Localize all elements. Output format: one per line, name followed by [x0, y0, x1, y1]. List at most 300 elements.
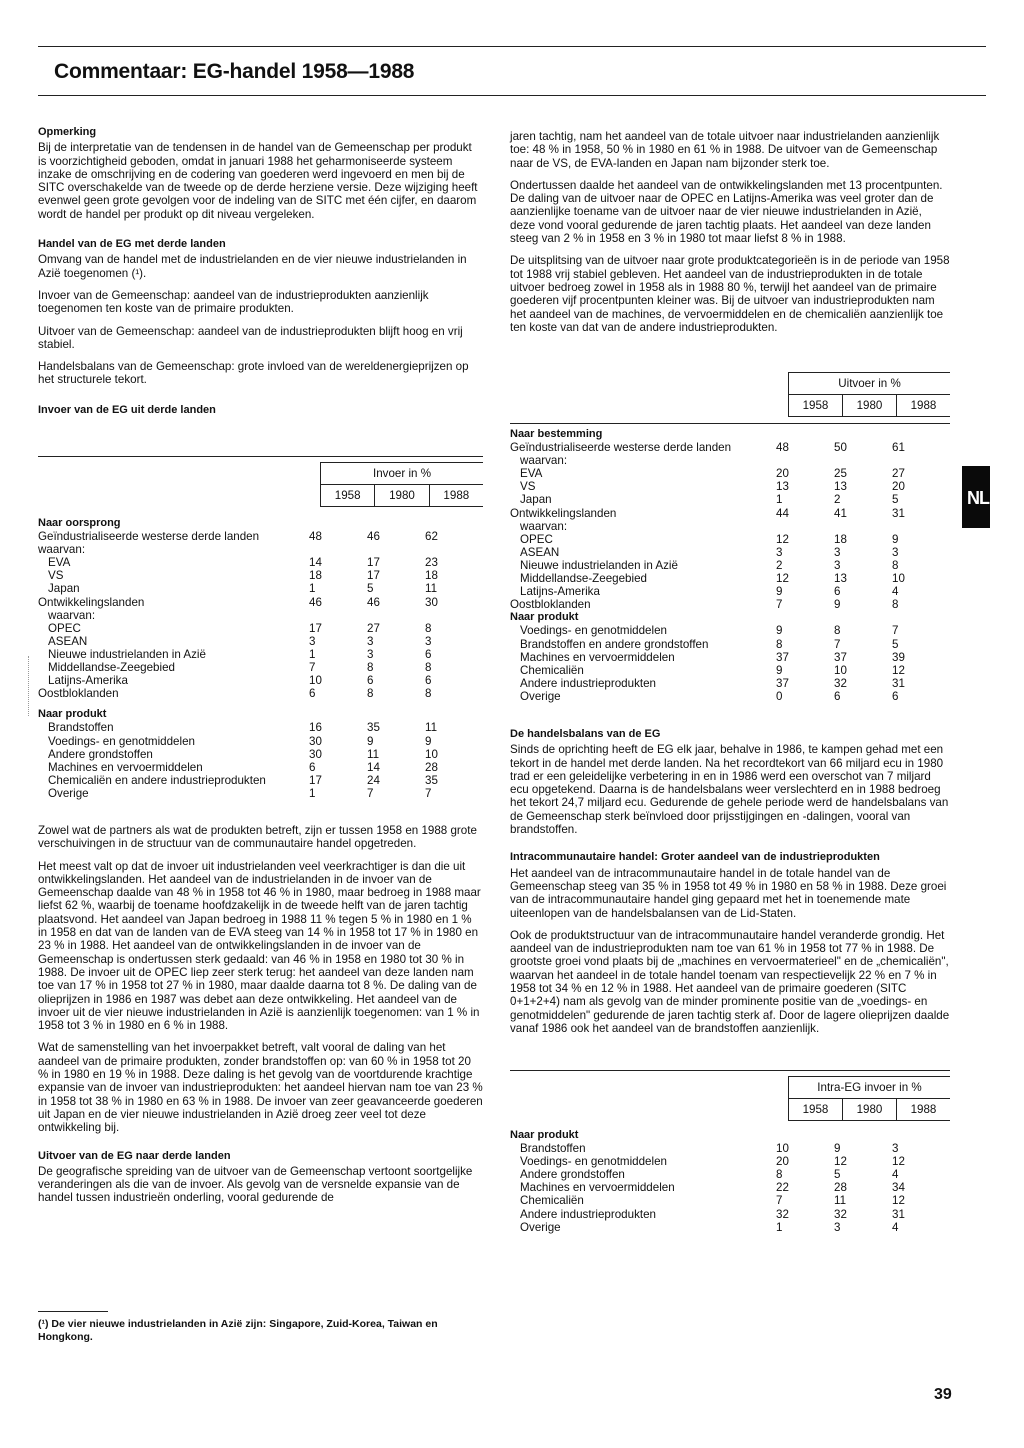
row-value: 7 — [776, 598, 783, 612]
intra-heading: Intracommunautaire handel: Groter aandeel van de industrieprodukten — [510, 851, 880, 864]
row-value: 37 — [776, 650, 789, 664]
note-text: Bij de interpretatie van de tendensen in de handel van de Gemeenschap per produkt is voorzichtigheid geboden, omdat in januari 1988 het geharmoniseerde systeem inzake de omschrijving en de codering van goederen werd ingevoerd en men bij de SITC overschakelde van de tweede op de derde herziene versie. Deze wijziging heeft evenwel geen grote gevolgen voor de indeling van de SITC met één cijfer, en daarom wordt de handel per produkt op dit niveau vergeleken. — [38, 141, 478, 221]
table-row — [38, 787, 483, 800]
row-value — [834, 611, 892, 624]
row-label: Brandstoffen — [48, 721, 114, 735]
language-tab-marker — [962, 466, 990, 528]
row-value: 44 — [776, 506, 789, 520]
row-value: 9 — [776, 624, 783, 638]
import-table — [38, 456, 483, 800]
row-label: Oostbloklanden — [38, 687, 119, 701]
table-row — [38, 774, 483, 787]
row-value: 9 — [367, 734, 374, 748]
table-row — [510, 520, 950, 533]
table-row — [38, 708, 483, 721]
table-row — [510, 467, 950, 480]
title-rule — [38, 95, 986, 96]
row-label: Naar produkt — [510, 611, 579, 624]
table-row — [510, 1221, 950, 1234]
row-value: 10 — [892, 572, 905, 586]
left-column — [38, 126, 483, 419]
table-row — [38, 569, 483, 582]
row-value — [367, 543, 425, 556]
row-label: Nieuwe industrielanden in Azië — [48, 647, 206, 661]
row-value — [309, 609, 367, 622]
table-row — [510, 1142, 950, 1155]
row-value: 3 — [776, 545, 783, 559]
intra-table-group-label: Intra-EG invoer in % — [788, 1076, 950, 1098]
row-value: 32 — [834, 676, 847, 690]
table-row — [38, 735, 483, 748]
row-value: 9 — [776, 663, 783, 677]
row-label: Japan — [48, 582, 80, 596]
row-label: Ontwikkelingslanden — [38, 595, 145, 609]
row-value — [309, 543, 367, 556]
row-value: 6 — [834, 689, 841, 703]
table-row — [510, 598, 950, 611]
row-label: Middellandse-Zeegebied — [520, 572, 647, 586]
row-value: 2 — [834, 493, 841, 507]
row-value: 3 — [367, 634, 374, 648]
row-value — [367, 708, 425, 721]
row-value: 8 — [834, 624, 841, 638]
row-value — [892, 611, 950, 624]
row-label: Andere industrieprodukten — [520, 676, 656, 690]
row-value: 9 — [776, 585, 783, 599]
row-value: 37 — [776, 676, 789, 690]
row-label: Geïndustrialiseerde westerse derde landen — [510, 441, 732, 455]
table-row — [38, 543, 483, 556]
row-value: 24 — [367, 773, 380, 787]
top-rule — [38, 46, 986, 47]
export-table — [510, 372, 950, 703]
row-label: Overige — [520, 1220, 561, 1234]
row-value — [892, 1129, 950, 1142]
row-value: 46 — [367, 595, 380, 609]
intra-paragraph-1: Het aandeel van de intracommunautaire handel in de totale handel van de Gemeenschap steeg van 35 % in 1958 tot 49 % in 1980 en 58 % in 1988. Deze groei van de intracommunautaire handel ging gepaard met het in toenemende mate uiteenlopen van de handelsbalansen van de Lid-Staten. — [510, 866, 947, 920]
table-row — [38, 530, 483, 543]
row-value: 61 — [892, 441, 905, 455]
table-row — [510, 585, 950, 598]
row-label: Chemicaliën — [520, 663, 584, 677]
row-value: 46 — [367, 530, 380, 544]
table-row — [510, 1155, 950, 1168]
row-label: Latijns-Amerika — [48, 674, 128, 688]
row-label: VS — [48, 569, 64, 583]
row-value: 9 — [834, 1142, 841, 1156]
import-heading: Invoer van de EG uit derde landen — [38, 403, 216, 416]
row-value: 14 — [367, 760, 380, 774]
row-value: 17 — [309, 773, 322, 787]
row-value — [309, 708, 367, 721]
page-title: Commentaar: EG-handel 1958—1988 — [54, 60, 415, 83]
row-value: 31 — [892, 1207, 905, 1221]
row-value — [367, 517, 425, 530]
table-row — [38, 596, 483, 609]
row-value — [776, 611, 834, 624]
row-value: 5 — [892, 637, 899, 651]
row-value — [834, 520, 892, 533]
row-value: 46 — [309, 595, 322, 609]
row-value: 11 — [367, 747, 380, 761]
table-row — [38, 622, 483, 635]
row-label: EVA — [520, 467, 543, 481]
footnote-rule — [38, 1311, 108, 1312]
row-label: Machines en vervoermiddelen — [520, 650, 675, 664]
right-column-middle — [510, 728, 950, 1044]
intra-year-header: 1980 — [842, 1099, 896, 1120]
row-value: 7 — [425, 786, 432, 800]
table-row — [510, 651, 950, 664]
row-value: 12 — [776, 532, 789, 546]
row-value: 1 — [309, 647, 316, 661]
row-value: 6 — [367, 674, 374, 688]
row-value: 2 — [776, 558, 783, 572]
row-value — [892, 454, 950, 467]
row-value: 13 — [776, 480, 789, 494]
row-value: 8 — [425, 621, 432, 635]
row-value: 11 — [425, 582, 438, 596]
row-value: 48 — [776, 441, 789, 455]
row-value: 8 — [892, 558, 899, 572]
row-label: Naar oorsprong — [38, 517, 121, 529]
row-label: Naar produkt — [38, 708, 107, 721]
row-value: 11 — [834, 1194, 847, 1208]
table-row — [38, 609, 483, 622]
row-value: 1 — [776, 493, 783, 507]
row-value: 6 — [309, 760, 316, 774]
row-label: waarvan: — [520, 519, 568, 533]
row-label: OPEC — [520, 532, 553, 546]
row-value: 16 — [309, 721, 322, 735]
row-value — [425, 517, 483, 530]
row-value: 12 — [892, 1194, 905, 1208]
row-value: 7 — [892, 624, 899, 638]
row-value — [425, 708, 483, 721]
import-year-header: 1980 — [374, 485, 428, 506]
export-heading: Uitvoer van de EG naar derde landen — [38, 1149, 231, 1162]
row-value: 41 — [834, 506, 847, 520]
table-row — [38, 635, 483, 648]
row-value: 28 — [425, 760, 438, 774]
import-year-header: 1988 — [429, 485, 483, 506]
row-value: 1 — [309, 786, 316, 800]
row-value: 5 — [834, 1168, 841, 1182]
table-row — [38, 582, 483, 595]
row-label: Overige — [48, 786, 89, 800]
row-label: Naar bestemming — [510, 428, 603, 440]
row-value — [776, 428, 834, 441]
row-value: 8 — [776, 1168, 783, 1182]
row-label: Brandstoffen en andere grondstoffen — [520, 637, 709, 651]
row-value: 18 — [309, 569, 322, 583]
intra-year-header: 1988 — [896, 1099, 950, 1120]
row-value: 3 — [367, 647, 374, 661]
row-value: 6 — [892, 689, 899, 703]
right-column — [510, 130, 950, 343]
table-row — [38, 748, 483, 761]
row-value: 37 — [834, 650, 847, 664]
table-row — [510, 690, 950, 703]
intra-year-header: 1958 — [788, 1099, 842, 1120]
row-value: 1 — [309, 582, 316, 596]
row-value: 25 — [834, 467, 847, 481]
row-label: Latijns-Amerika — [520, 585, 600, 599]
table-row — [510, 1168, 950, 1181]
table-row — [510, 533, 950, 546]
row-label: Overige — [520, 689, 561, 703]
row-value: 12 — [834, 1155, 847, 1169]
row-value: 3 — [892, 545, 899, 559]
row-value: 18 — [834, 532, 847, 546]
row-value: 6 — [425, 647, 432, 661]
table-row — [38, 674, 483, 687]
row-value: 4 — [892, 585, 899, 599]
intra-table — [510, 1070, 950, 1234]
table-row — [510, 611, 950, 624]
row-value: 3 — [834, 1220, 841, 1234]
row-value: 8 — [425, 687, 432, 701]
row-value: 8 — [776, 637, 783, 651]
row-value — [776, 520, 834, 533]
row-value: 7 — [309, 661, 316, 675]
row-value: 12 — [892, 663, 905, 677]
row-label: Andere grondstoffen — [48, 747, 153, 761]
row-value: 23 — [425, 556, 438, 570]
row-value: 10 — [425, 747, 438, 761]
row-value: 4 — [892, 1220, 899, 1234]
row-value: 6 — [425, 674, 432, 688]
row-value: 20 — [892, 480, 905, 494]
row-value: 20 — [776, 467, 789, 481]
row-value: 11 — [425, 721, 438, 735]
balance-heading: De handelsbalans van de EG — [510, 728, 661, 740]
row-label: Chemicaliën en andere industrieprodukten — [48, 773, 266, 787]
row-value: 3 — [892, 1142, 899, 1156]
margin-dots — [28, 656, 29, 716]
row-value: 35 — [367, 721, 380, 735]
row-label: Voedings- en genotmiddelen — [48, 734, 195, 748]
row-value: 5 — [367, 582, 374, 596]
row-value: 12 — [776, 572, 789, 586]
row-value: 30 — [425, 595, 438, 609]
table-row — [38, 517, 483, 530]
row-value — [834, 428, 892, 441]
row-value: 32 — [776, 1207, 789, 1221]
export-paragraph-4: De uitsplitsing van de uitvoer naar grote produktcategorieën is in de periode van 1958 tot 1988 vrij stabiel gebleven. Het aandeel van de industrieprodukten in de totale uitvoer bedroeg zowel in 1958 als in 1988 80 %, terwijl het aandeel van de primaire goederen vijf procentpunten kleiner was. Bij de uitvoer van industrieprodukten nam het aandeel van de machines, de vervoermiddelen en de chemicaliën aanzienlijk toe ten koste van dat van de andere industrieprodukten. — [510, 254, 950, 334]
row-value: 6 — [309, 687, 316, 701]
row-value — [834, 454, 892, 467]
table-row — [510, 428, 950, 441]
row-value: 32 — [834, 1207, 847, 1221]
row-label: VS — [520, 480, 536, 494]
row-value: 13 — [834, 480, 847, 494]
row-value: 14 — [309, 556, 322, 570]
row-label: waarvan: — [520, 454, 568, 468]
table-row — [510, 493, 950, 506]
import-paragraph-3: Wat de samenstelling van het invoerpakket betreft, valt vooral de daling van het aandeel van de primaire produkten, zonder brandstoffen op: van 60 % in 1958 tot 20 % in 1980 en 19 % in 1988. Deze daling is het gevolg van de voortdurende krachtige expansie van de invoer van industrieprodukten: het aandeel hiervan nam toe van 23 % in 1958 tot 38 % in 1980 en 63 % in 1988. De invoer van zeer geavanceerde goederen uit Japan en de vier nieuwe industrielanden in Azië droeg zeer veel tot deze ontwikkeling bij. — [38, 1041, 483, 1135]
row-value: 9 — [892, 532, 899, 546]
import-table-group-label: Invoer in % — [320, 462, 483, 484]
row-value: 62 — [425, 530, 438, 544]
row-label: Middellandse-Zeegebied — [48, 661, 175, 675]
import-paragraph-1: Zowel wat de partners als wat de produkten betreft, zijn er tussen 1958 en 1988 grote verschuivingen in de structuur van de communautaire handel opgetreden. — [38, 824, 477, 851]
row-value: 8 — [367, 687, 374, 701]
row-value: 18 — [425, 569, 438, 583]
row-value: 28 — [834, 1181, 847, 1195]
row-label: Voedings- en genotmiddelen — [520, 624, 667, 638]
row-value: 31 — [892, 506, 905, 520]
table-row — [510, 572, 950, 585]
export-year-header: 1958 — [788, 395, 842, 416]
row-value: 35 — [425, 773, 438, 787]
trade-paragraph-3: Uitvoer van de Gemeenschap: aandeel van de industrieprodukten blijft hoog en vrij stabiel. — [38, 324, 463, 351]
footnote: (¹) De vier nieuwe industrielanden in Azië zijn: Singapore, Zuid-Korea, Taiwan en Hongkong. — [38, 1318, 438, 1343]
table-row — [38, 648, 483, 661]
row-label: Oostbloklanden — [510, 598, 591, 612]
balance-paragraph: Sinds de oprichting heeft de EG elk jaar, behalve in 1986, te kampen gehad met een tekort in de handel met derde landen. Na het recordtekort van 66 miljard ecu in 1980 trad er een geleidelijke verbetering in en in 1986 werd een overschot van 7 miljard ecu opgetekend. Daarna is de handelsbalans weer verslechterd en in 1988 bedroeg het tekort 24,7 miljard ecu. Gedurende de gehele periode werd de handelsbalans van de Gemeenschap sterk beïnvloed door prijsstijgingen en -dalingen, vooral van brandstoffen. — [510, 743, 949, 837]
table-row — [510, 441, 950, 454]
row-value: 10 — [309, 674, 322, 688]
row-value: 17 — [367, 556, 380, 570]
row-value: 17 — [309, 621, 322, 635]
row-label: Brandstoffen — [520, 1142, 586, 1156]
row-label: Machines en vervoermiddelen — [520, 1181, 675, 1195]
trade-paragraph-2: Invoer van de Gemeenschap: aandeel van de industrieprodukten aanzienlijk toegenomen ten koste van de primaire produkten. — [38, 288, 429, 316]
row-label: Geïndustrialiseerde westerse derde landen — [38, 530, 260, 544]
row-value: 22 — [776, 1181, 789, 1195]
row-value — [309, 517, 367, 530]
row-label: Voedings- en genotmiddelen — [520, 1155, 667, 1169]
table-row — [38, 761, 483, 774]
row-value — [776, 1129, 834, 1142]
row-value — [892, 428, 950, 441]
row-value: 0 — [776, 689, 783, 703]
row-value — [776, 454, 834, 467]
row-value: 50 — [834, 441, 847, 455]
intra-paragraph-2: Ook de produktstructuur van de intracommunautaire handel veranderde grondig. Het aandeel van de industrieprodukten nam toe van 61 % in 1958 tot 77 % in 1988. De grootste groei vond plaats bij de „machines en vervoermaterieel" en de „chemicaliën", waarvan het aandeel in de totale handel toenam van respectievelijk 22 % en 7 % in 1958 tot 34 % en 12 % in 1988. Het aandeel van de primaire goederen (SITC 0+1+2+4) nam als gevolg van de minder prominente positie van de „voedings- en genotmiddelen" gedurende de jaren tachtig sterk af. Door de lagere olieprijzen daalde vanaf 1986 ook het aandeel van de brandstoffen aanzienlijk. — [510, 928, 950, 1035]
row-label: Nieuwe industrielanden in Azië — [520, 558, 678, 572]
import-year-header: 1958 — [320, 485, 374, 506]
page-number: 39 — [934, 1386, 952, 1403]
row-value — [367, 609, 425, 622]
row-label: Andere grondstoffen — [520, 1168, 625, 1182]
row-value: 27 — [892, 467, 905, 481]
row-value: 30 — [309, 734, 322, 748]
row-value — [834, 1129, 892, 1142]
row-label: ASEAN — [520, 545, 560, 559]
row-value: 3 — [834, 545, 841, 559]
table-row — [510, 559, 950, 572]
row-value: 10 — [834, 663, 847, 677]
row-label: Ontwikkelingslanden — [510, 506, 617, 520]
table-row — [510, 664, 950, 677]
table-row — [38, 687, 483, 700]
row-value: 9 — [834, 598, 841, 612]
export-paragraph-3: Ondertussen daalde het aandeel van de ontwikkelingslanden met 13 procentpunten. De daling van de uitvoer naar de OPEC en Latijns-Amerika was veel groter dan de aanzienlijke toename van de uitvoer naar de vier nieuwe industrielanden in Azië, deze vond vooral gedurende de jaren tachtig plaats. Het aandeel van deze landen steeg van 2 % in 1958 en 3 % in 1980 tot maar liefst 8 % in 1988. — [510, 178, 943, 246]
row-value: 6 — [834, 585, 841, 599]
row-value: 4 — [892, 1168, 899, 1182]
row-value: 7 — [834, 637, 841, 651]
row-label: Chemicaliën — [520, 1194, 584, 1208]
row-value — [425, 543, 483, 556]
language-tab-label: NL — [967, 488, 989, 508]
row-value: 7 — [776, 1194, 783, 1208]
table-row — [510, 624, 950, 637]
row-label: EVA — [48, 556, 71, 570]
table-row — [38, 721, 483, 734]
row-label: Andere industrieprodukten — [520, 1207, 656, 1221]
export-year-header: 1988 — [896, 395, 950, 416]
table-row — [510, 507, 950, 520]
trade-paragraph-1: Omvang van de handel met de industrielanden en de vier nieuwe industrielanden in Azië toegenomen (¹). — [38, 253, 467, 280]
row-value: 12 — [892, 1155, 905, 1169]
row-value: 13 — [834, 572, 847, 586]
row-value — [892, 520, 950, 533]
row-label: OPEC — [48, 621, 81, 635]
table-row — [510, 1129, 950, 1142]
export-year-header: 1980 — [842, 395, 896, 416]
table-row — [38, 661, 483, 674]
note-heading: Opmerking — [38, 126, 97, 138]
row-label: Naar produkt — [510, 1129, 579, 1141]
table-row — [38, 700, 483, 708]
row-value: 1 — [776, 1220, 783, 1234]
table-row — [510, 1181, 950, 1194]
export-paragraph-2: jaren tachtig, nam het aandeel van de totale uitvoer naar industrielanden aanzienlijk toe: 48 % in 1958, 50 % in 1980 en 61 % in 1988. De uitvoer van de Gemeenschap naar de VS, de EVA-landen en Japan nam bijzonder sterk toe. — [510, 130, 940, 170]
row-value: 48 — [309, 530, 322, 544]
row-value: 34 — [892, 1181, 905, 1195]
row-value: 5 — [892, 493, 899, 507]
row-value — [425, 609, 483, 622]
table-row — [510, 480, 950, 493]
row-value: 10 — [776, 1142, 789, 1156]
export-paragraph-1: De geografische spreiding van de uitvoer van de Gemeenschap vertoont soortgelijke veranderingen als die van de invoer. Als gevolg van de versnelde expansie van de handel tussen industrieën onderling, vooral gedurende de — [38, 1164, 473, 1205]
row-value: 30 — [309, 747, 322, 761]
table-row — [510, 638, 950, 651]
row-label: Japan — [520, 493, 552, 507]
row-label: waarvan: — [48, 608, 96, 622]
row-value: 3 — [425, 634, 432, 648]
table-row — [510, 546, 950, 559]
row-value: 8 — [892, 598, 899, 612]
table-row — [38, 556, 483, 569]
row-value: 3 — [834, 558, 841, 572]
row-value: 27 — [367, 621, 380, 635]
export-table-group-label: Uitvoer in % — [788, 372, 950, 394]
row-value: 8 — [425, 661, 432, 675]
trade-heading: Handel van de EG met derde landen — [38, 238, 226, 251]
row-label: ASEAN — [48, 634, 88, 648]
row-value: 7 — [367, 786, 374, 800]
table-row — [510, 677, 950, 690]
row-value: 20 — [776, 1155, 789, 1169]
row-value: 8 — [367, 661, 374, 675]
row-value: 9 — [425, 734, 432, 748]
row-value: 31 — [892, 676, 905, 690]
row-value: 17 — [367, 569, 380, 583]
row-value: 39 — [892, 650, 905, 664]
row-value: 3 — [309, 634, 316, 648]
row-label: waarvan: — [38, 543, 86, 557]
import-paragraph-2: Het meest valt op dat de invoer uit industrielanden veel veerkrachtiger is dan die uit ontwikkelingslanden. Het aandeel van de industrielanden in de invoer van de Gemeenschap daalde van 48 % in 1958 tot 46 % in 1980, maar bedroeg in 1988 maar liefst 62 %, waarbij de toename hoofdzakelijk in de tweede helft van de jaren tachtig plaatsvond. Het aandeel van Japan bedroeg in 1988 11 % tegen 5 % in 1980 en 1 % in 1958 en dat van de landen van de EVA steeg van 14 % in 1958 tot 17 % in 1980 en 23 % in 1988. Het aandeel van de ontwikkelingslanden in de invoer van de Gemeenschap is ondertussen sterk gedaald: van 46 % in 1958 en 1980 tot 30 % in 1988. De invoer uit de OPEC liep zeer sterk terug: het aandeel van deze landen nam toe van 17 % in 1958 tot 27 % in 1980, maar daalde daarna tot 8 %. De daling van de olieprijzen in 1986 en 1987 was debet aan deze ontwikkeling. Het aandeel van de invoer uit de vier nieuwe industrielanden in Azië is aanzienlijk toegenomen: van 1 % in 1958 tot 3 % in 1980 en 6 % in 1988. — [38, 859, 481, 1033]
table-row — [510, 1208, 950, 1221]
trade-paragraph-4: Handelsbalans van de Gemeenschap: grote invloed van de wereldenergieprijzen op het structurele tekort. — [38, 360, 469, 387]
table-row — [510, 1194, 950, 1207]
left-column-lower — [38, 824, 483, 1214]
row-label: Machines en vervoermiddelen — [48, 760, 203, 774]
table-row — [510, 454, 950, 467]
